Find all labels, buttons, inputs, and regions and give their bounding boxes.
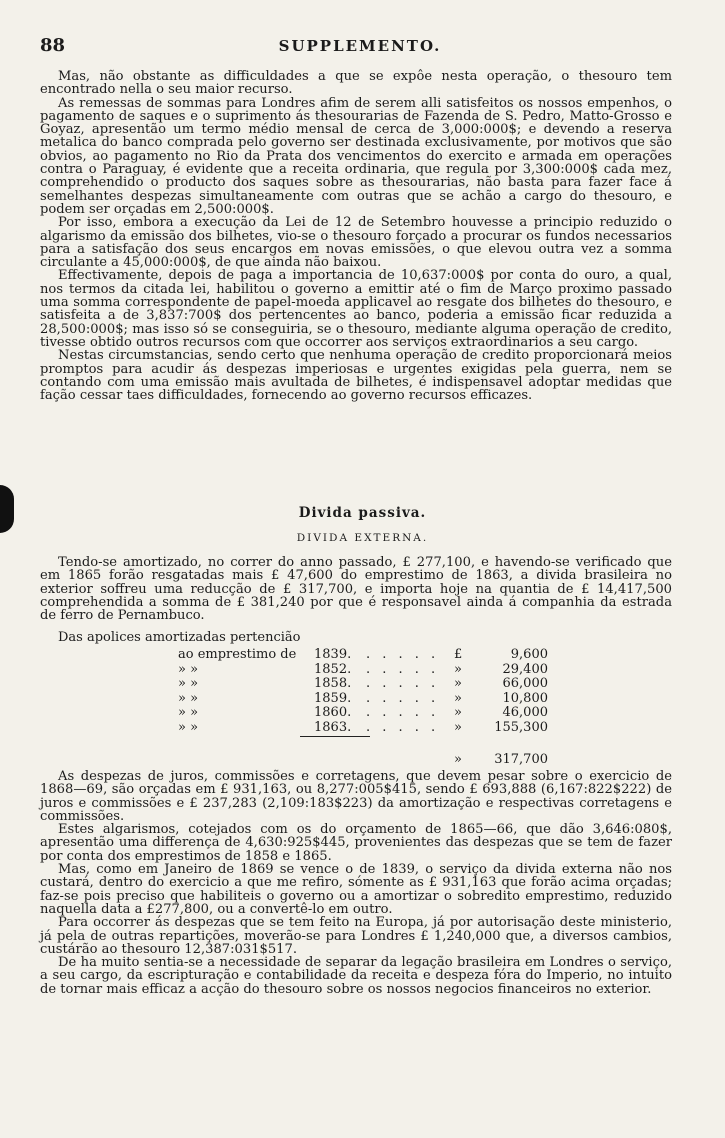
table-intro: Das apolices amortizadas pertencião	[58, 630, 301, 645]
paragraph: As despezas de juros, commissões e corretagens, que devem pesar sobre o exercicio de 1868—69, são orçadas em £ 931,163, ou 8,277:005$415, sendo £ 693,888 (6,167:822$222) de juros e commissões e £ 237,283 (2,109:183$223) da amortização e respectivas corretagens e commissões.	[40, 769, 672, 824]
paragraph: De ha muito sentia-se a necessidade de separar da legação brasileira em Londres o serviço, a seu cargo, da escripturação e contabilidade da receita e despeza fóra do Imperio, no intuito de tornar mais efficaz a acção do thesouro sobre os nossos negocios financeiros no exterior.	[40, 955, 672, 997]
total-currency: »	[454, 752, 462, 767]
total-rule	[300, 736, 370, 737]
section-title: Divida passiva.	[298, 505, 427, 521]
row-amount: 10,800	[502, 690, 548, 706]
row-amount: 9,600	[510, 647, 548, 662]
table-row	[178, 692, 548, 707]
row-label: » »	[178, 705, 199, 721]
paragraph: Effectivamente, depois de paga a importancia de 10,637:000$ por conta do ouro, a qual, nos termos da citada lei, habilitou o governo a emittir até o fim de Março proximo passado uma somma correspondente de papel-moeda applicavel ao resgate dos bilhetes do thesouro, e satisfeita a de 3,837:700$ dos pertencentes ao banco, poderia a emissão ficar reduzida a 28,500:000$; mas isso só se conseguiria, se o thesouro, mediante alguma operação de credito, tivesse obtido outros recursos com que occorrer aos serviços extraordinarios a seu cargo.	[40, 268, 672, 350]
row-currency: »	[454, 705, 462, 721]
table-row	[178, 677, 548, 692]
row-currency: »	[454, 661, 462, 677]
row-year: 1858.	[314, 676, 352, 692]
row-label: » »	[178, 676, 199, 692]
paragraph: Para occorrer ás despezas que se tem feito na Europa, já por autorisação deste ministerio, já pela de outras repartições, moverão-se para Londres £ 1,240,000 que, a diversos cambios, custárão ao thesouro 12,387:031$517.	[40, 915, 672, 957]
running-head: SUPPLEMENTO.	[278, 37, 442, 55]
table-total	[178, 752, 548, 766]
text-block-top	[40, 70, 672, 402]
total-amount: 317,700	[494, 752, 548, 767]
row-currency: »	[454, 690, 462, 706]
row-year: 1859.	[314, 690, 352, 706]
row-amount: 66,000	[502, 676, 548, 692]
paragraph: Mas, como em Janeiro de 1869 se vence o de 1839, o serviço da divida externa não nos custará, dentro do exercicio a que me refiro, sómente as £ 931,163 que forão acima orçadas; faz-se pois preciso que habiliteis o governo ou a amortizar o sobredito emprestimo, reduzido naquella data a £277,800, ou a convertê-lo em outro.	[40, 862, 672, 917]
row-currency: »	[454, 676, 462, 692]
paragraph: Mas, não obstante as difficuldades a que se expôe nesta operação, o thesouro tem encontrado nella o seu maior recurso.	[40, 69, 672, 98]
text-block-debt	[40, 556, 672, 622]
row-label: » »	[178, 690, 199, 706]
table-row	[178, 706, 548, 721]
table-row	[178, 648, 548, 663]
page-header	[40, 35, 680, 55]
row-label: » »	[178, 719, 199, 735]
row-year: 1860.	[314, 705, 352, 721]
text-block-bottom	[40, 770, 672, 996]
paragraph: Nestas circumstancias, sendo certo que nenhuma operação de credito proporcionará meios promptos para acudir ás despezas imperiosas e urgentes exigidas pela guerra, nem se contando com uma emissão mais avultada de bilhetes, é indispensavel adoptar medidas que fação cessar taes difficuldades, fornecendo ao governo recursos efficazes.	[40, 348, 672, 404]
paragraph: As remessas de sommas para Londres afim de serem alli satisfeitos os nossos empenhos, o pagamento de saques e o suprimento ás thesourarias de Fazenda de S. Pedro, Matto-Grosso e Goyaz, apresentão um termo médio mensal de cerca de 3,000:000$; e devendo a reserva metalica do banco comprada pelo governo ser destinada exclusivamente, por motivos que são obvios, ao pagamento no Rio da Prata dos vencimentos do exercito e armada em operações contra o Paraguay, é evidente que a receita ordinaria, que regula por 3,300:000$ cada mez, comprehendido o producto dos saques sobre as thesourarias, não basta para fazer face á semelhantes despezas simultaneamente com outras que se achão a cargo do thesouro, e podem ser orçadas em 2,500:000$.	[40, 95, 672, 217]
row-year: 1863.	[314, 719, 352, 735]
subsection-title: DIVIDA EXTERNA.	[296, 532, 429, 544]
table-row	[178, 721, 548, 736]
page-number: 88	[40, 35, 66, 56]
paragraph: Estes algarismos, cotejados com os do orçamento de 1865—66, que dão 3,646:080$, apresentão uma differença de 4,630:925$445, provenientes das despezas que se tem de fazer por conta dos emprestimos de 1858 e 1865.	[40, 822, 672, 864]
row-dots: . . . . .	[366, 719, 440, 735]
row-year: 1839.	[314, 647, 352, 662]
row-dots: . . . . .	[366, 705, 440, 721]
amortization-table	[178, 648, 548, 736]
row-currency: »	[454, 719, 462, 735]
row-currency: £	[454, 647, 463, 662]
row-dots: . . . . .	[366, 647, 440, 662]
row-amount: 46,000	[502, 705, 548, 721]
paragraph: Tendo-se amortizado, no correr do anno passado, £ 277,100, e havendo-se verificado que em 1865 forão resgatadas mais £ 47,600 do emprestimo de 1863, a divida brasileira no exterior soffreu uma reducção de £ 317,700, e importa hoje na quantia de £ 14,417,500 comprehendida a somma de £ 381,240 por que é responsavel ainda á companhia da estrada de ferro de Pernambuco.	[40, 555, 672, 624]
row-label: ao emprestimo de	[178, 647, 297, 662]
table-row	[178, 663, 548, 678]
row-label: » »	[178, 661, 199, 677]
row-dots: . . . . .	[366, 676, 440, 692]
row-year: 1852.	[314, 661, 352, 677]
row-amount: 155,300	[494, 719, 548, 735]
row-dots: . . . . .	[366, 661, 440, 677]
row-amount: 29,400	[502, 661, 548, 677]
row-dots: . . . . .	[366, 690, 440, 706]
paragraph: Por isso, embora a execução da Lei de 12 de Setembro houvesse a principio reduzido o algarismo da emissão dos bilhetes, vio-se o thesouro forçado a procurar os fundos necessarios para a satisfação dos seus encargos em novas emissões, o que elevou outra vez a somma circulante a 45,000:000$, de que ainda não baixou.	[40, 215, 672, 271]
